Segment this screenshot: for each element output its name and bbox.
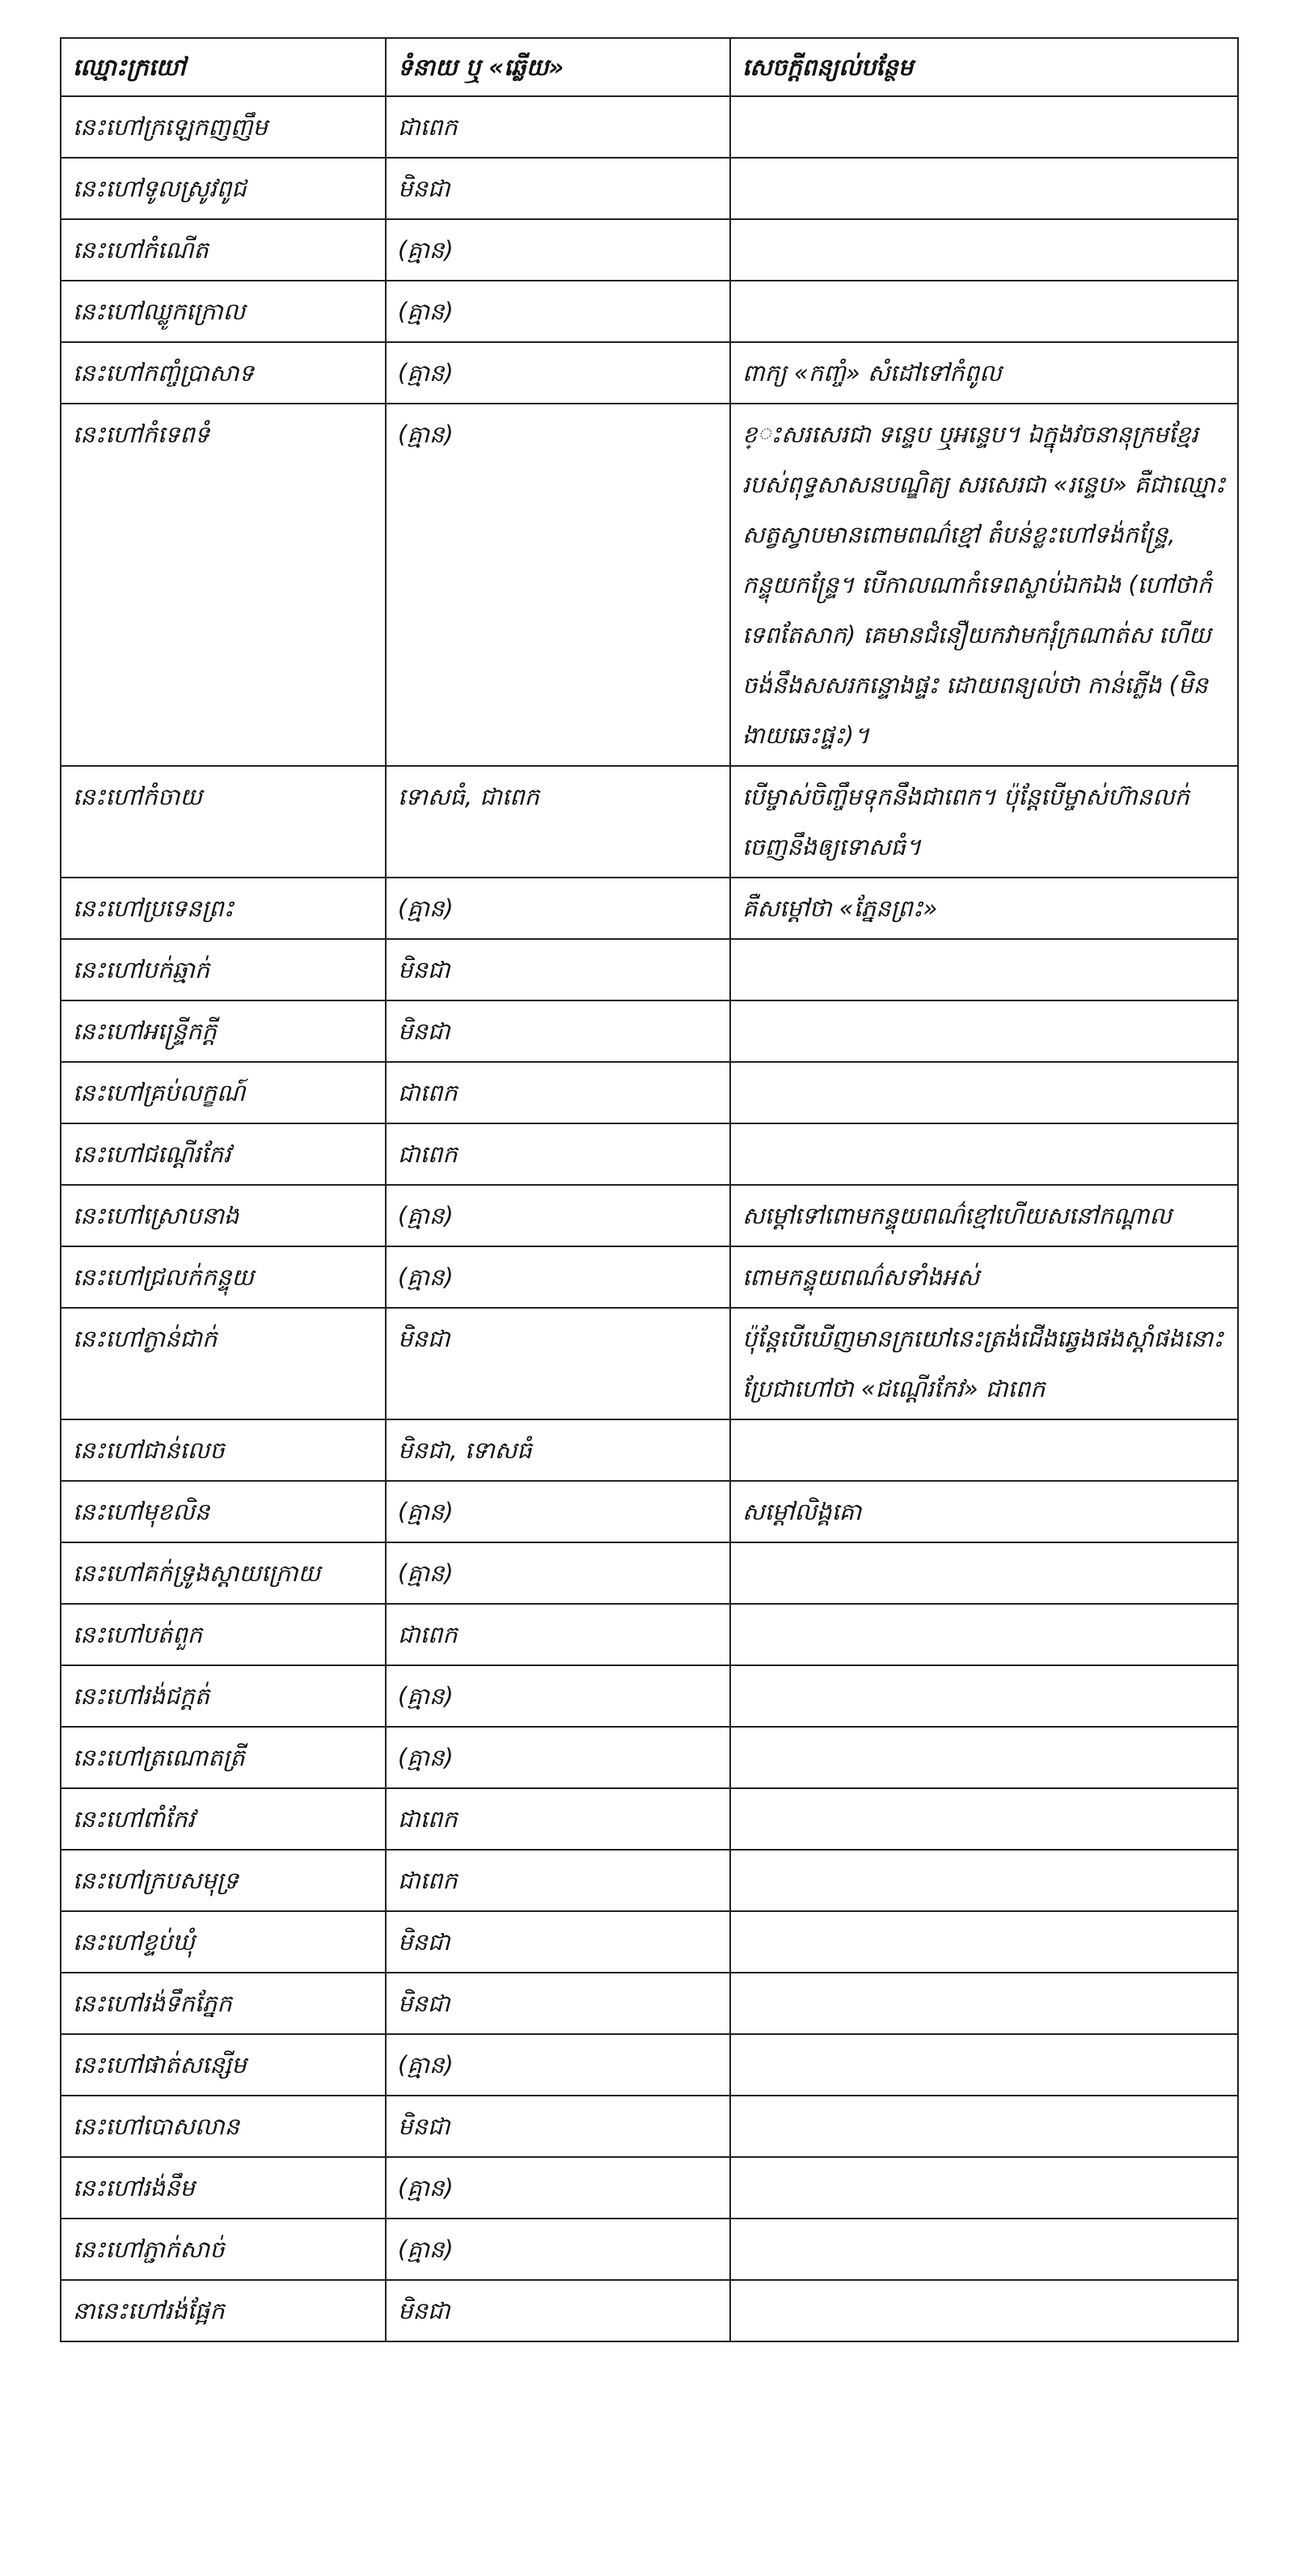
table-row [61, 1604, 1238, 1665]
cell-name: នេះហៅរង់ជក្តត់ [61, 1665, 386, 1727]
cell-note: ពោមកន្ទុយពណ៌សទាំងអស់ [730, 1246, 1238, 1308]
cell-note [730, 2157, 1238, 2219]
table-row [61, 1246, 1238, 1308]
cell-note [730, 1911, 1238, 1973]
cell-name: នេះហៅគក់ទ្រូងស្ដាយក្រោយ [61, 1542, 386, 1604]
cell-name: នេះហៅក្របសមុទ្រ [61, 1850, 386, 1911]
cell-name: នេះហៅកំណើត [61, 219, 386, 281]
cell-answer: (គ្មាន) [386, 2157, 730, 2219]
cell-note [730, 2034, 1238, 2096]
table-row [61, 1665, 1238, 1727]
cell-answer: ជាពេក [386, 1062, 730, 1123]
cell-answer: (គ្មាន) [386, 281, 730, 342]
cell-note [730, 1062, 1238, 1123]
cell-name: នេះហៅបក់ឆ្មាក់ [61, 939, 386, 1000]
column-header-note: សេចក្តីពន្យល់បន្ថែម [730, 38, 1238, 96]
table-row [61, 158, 1238, 219]
table-row [61, 766, 1238, 878]
cell-note [730, 1788, 1238, 1850]
table-row [61, 96, 1238, 158]
cell-note: សម្តៅលិង្គគោ [730, 1481, 1238, 1542]
cell-name: នេះហៅកំចាយ [61, 766, 386, 878]
cell-note [730, 219, 1238, 281]
cell-name: នេះហៅត្រណោតត្រី [61, 1727, 386, 1788]
cell-answer: មិនជា, ទោសធំ [386, 1419, 730, 1481]
column-header-answer: ទំនាយ ឬ «ឆ្លើយ» [386, 38, 730, 96]
cell-name: នេះហៅរង់នឹម [61, 2157, 386, 2219]
cell-name: នេះហៅខ្ទប់ឃុំ [61, 1911, 386, 1973]
cell-note [730, 158, 1238, 219]
cell-note [730, 96, 1238, 158]
cell-name: នេះហៅក្ងាន់ជាក់ [61, 1308, 386, 1419]
cell-answer: (គ្មាន) [386, 878, 730, 939]
cell-answer: (គ្មាន) [386, 342, 730, 404]
cell-answer: ជាពេក [386, 1604, 730, 1665]
cell-answer: ជាពេក [386, 1850, 730, 1911]
cell-name: នេះហៅស្រោបនាង [61, 1185, 386, 1246]
cell-note [730, 1542, 1238, 1604]
cell-note [730, 281, 1238, 342]
table-header-row [61, 38, 1238, 96]
cell-answer: ជាពេក [386, 96, 730, 158]
cell-note [730, 2280, 1238, 2341]
table-row [61, 2157, 1238, 2219]
cell-note [730, 1419, 1238, 1481]
cell-note [730, 1665, 1238, 1727]
cell-note: សម្តៅទៅពោមកន្ទុយពណ៌ខ្មៅហើយសនៅកណ្តាល [730, 1185, 1238, 1246]
cell-name: នេះហៅផាត់សន្សើម [61, 2034, 386, 2096]
cell-note: បើម្ចាស់ចិញ្ចឹមទុកនឹងជាពេក។ ប៉ុន្តែបើម្ចាស់ហ៊ានលក់ចេញនឹងឲ្យទោសធំ។ [730, 766, 1238, 878]
cell-note: ខ្ះសរសេរជា ទន្ទេប ឬអន្ទេប។ ឯក្នុងវចនានុក្រមខ្មែរ របស់ពុទ្ធសាសនបណ្ឌិត្យ សរសេរជា «រន្ទេប» គឺជាឈ្មោះសត្វស្វាបមានពោមពណ៌ខ្មៅ តំបន់ខ្លះហៅទង់កន្ទ្រែ, កន្ទុយកន្ទ្រែ។ បើកាលណាកំទេពស្លាប់ឯកឯង (ហៅថាកំទេពតែសាក) គេមានជំនឿយកវាមករុំក្រណាត់ស ហើយចង់នឹងសសរកន្ទោងផ្ទះ ដោយពន្យល់ថា កាន់ភ្លើង (មិនងាយឆេះផ្ទះ)។ [730, 404, 1238, 766]
khmer-marks-table [60, 37, 1239, 2342]
cell-note [730, 2219, 1238, 2280]
table-row [61, 939, 1238, 1000]
cell-note [730, 1727, 1238, 1788]
cell-answer: ជាពេក [386, 1788, 730, 1850]
cell-name: នេះហៅពាំកែវ [61, 1788, 386, 1850]
cell-answer: មិនជា [386, 939, 730, 1000]
cell-name: នេះហៅឈ្លូកក្រោល [61, 281, 386, 342]
cell-answer: មិនជា [386, 2096, 730, 2157]
table-row [61, 1973, 1238, 2034]
table-row [61, 1185, 1238, 1246]
table-body [61, 96, 1238, 2341]
table-row [61, 1727, 1238, 1788]
table-row [61, 219, 1238, 281]
table-row [61, 2280, 1238, 2341]
table-row [61, 1911, 1238, 1973]
cell-name: នេះហៅរង់ទឹកភ្នែក [61, 1973, 386, 2034]
table-row [61, 1481, 1238, 1542]
cell-note: ប៉ុន្តែបើឃើញមានក្រយៅនេះត្រង់ជើងឆ្វេងផងស្តាំផងនោះប្រែជាហៅថា «ជណ្តើរកែវ» ជាពេក [730, 1308, 1238, 1419]
cell-name: នេះហៅបត់ពួក [61, 1604, 386, 1665]
cell-note [730, 2096, 1238, 2157]
cell-name: នានេះហៅរង់ផ្អែក [61, 2280, 386, 2341]
column-header-name: ឈ្មោះក្រយៅ [61, 38, 386, 96]
cell-answer: មិនជា [386, 1308, 730, 1419]
cell-name: នេះហៅកំទេពទំ [61, 404, 386, 766]
table-row [61, 281, 1238, 342]
cell-name: នេះហៅអន្ទ្រើកក្តី [61, 1000, 386, 1062]
cell-name: នេះហៅក្រឡេកញញឹម [61, 96, 386, 158]
cell-name: នេះហៅកញ្ចំប្រាសាទ [61, 342, 386, 404]
cell-note: ពាក្យ «កញ្ចំ» សំដៅទៅកំពូល [730, 342, 1238, 404]
cell-answer: (គ្មាន) [386, 2034, 730, 2096]
table-row [61, 1850, 1238, 1911]
cell-answer: ជាពេក [386, 1123, 730, 1185]
cell-name: នេះហៅភ្ជាក់សាច់ [61, 2219, 386, 2280]
cell-name: នេះហៅបោសលាន [61, 2096, 386, 2157]
cell-note [730, 1000, 1238, 1062]
table-row [61, 1062, 1238, 1123]
cell-note [730, 1850, 1238, 1911]
cell-answer: (គ្មាន) [386, 1246, 730, 1308]
cell-name: នេះហៅជ្រលក់កន្ទុយ [61, 1246, 386, 1308]
cell-name: នេះហៅមុខលិន [61, 1481, 386, 1542]
table-row [61, 878, 1238, 939]
cell-answer: មិនជា [386, 2280, 730, 2341]
cell-answer: (គ្មាន) [386, 1185, 730, 1246]
table-row [61, 1308, 1238, 1419]
cell-note: គឺសម្តៅថា «ភ្នែនព្រះ» [730, 878, 1238, 939]
cell-name: នេះហៅជណ្តើរកែវ [61, 1123, 386, 1185]
cell-answer: (គ្មាន) [386, 1481, 730, 1542]
cell-answer: មិនជា [386, 158, 730, 219]
cell-note [730, 1123, 1238, 1185]
table-row [61, 1419, 1238, 1481]
cell-note [730, 1973, 1238, 2034]
cell-note [730, 1604, 1238, 1665]
table-row [61, 2034, 1238, 2096]
table-row [61, 342, 1238, 404]
cell-answer: (គ្មាន) [386, 404, 730, 766]
cell-answer: មិនជា [386, 1973, 730, 2034]
cell-name: នេះហៅទូលស្រូវពូជ [61, 158, 386, 219]
cell-answer: មិនជា [386, 1911, 730, 1973]
cell-answer: (គ្មាន) [386, 2219, 730, 2280]
table-row [61, 1542, 1238, 1604]
table-row [61, 2219, 1238, 2280]
cell-answer: មិនជា [386, 1000, 730, 1062]
table-row [61, 404, 1238, 766]
table-row [61, 1000, 1238, 1062]
cell-name: នេះហៅជាន់លេច [61, 1419, 386, 1481]
table-row [61, 2096, 1238, 2157]
cell-answer: (គ្មាន) [386, 1542, 730, 1604]
table-row [61, 1788, 1238, 1850]
cell-note [730, 939, 1238, 1000]
cell-name: នេះហៅប្រទេនព្រះ [61, 878, 386, 939]
table-row [61, 1123, 1238, 1185]
cell-answer: (គ្មាន) [386, 219, 730, 281]
cell-name: នេះហៅគ្រប់លក្ខណ៍ [61, 1062, 386, 1123]
cell-answer: (គ្មាន) [386, 1727, 730, 1788]
cell-answer: (គ្មាន) [386, 1665, 730, 1727]
cell-answer: ទោសធំ, ជាពេក [386, 766, 730, 878]
